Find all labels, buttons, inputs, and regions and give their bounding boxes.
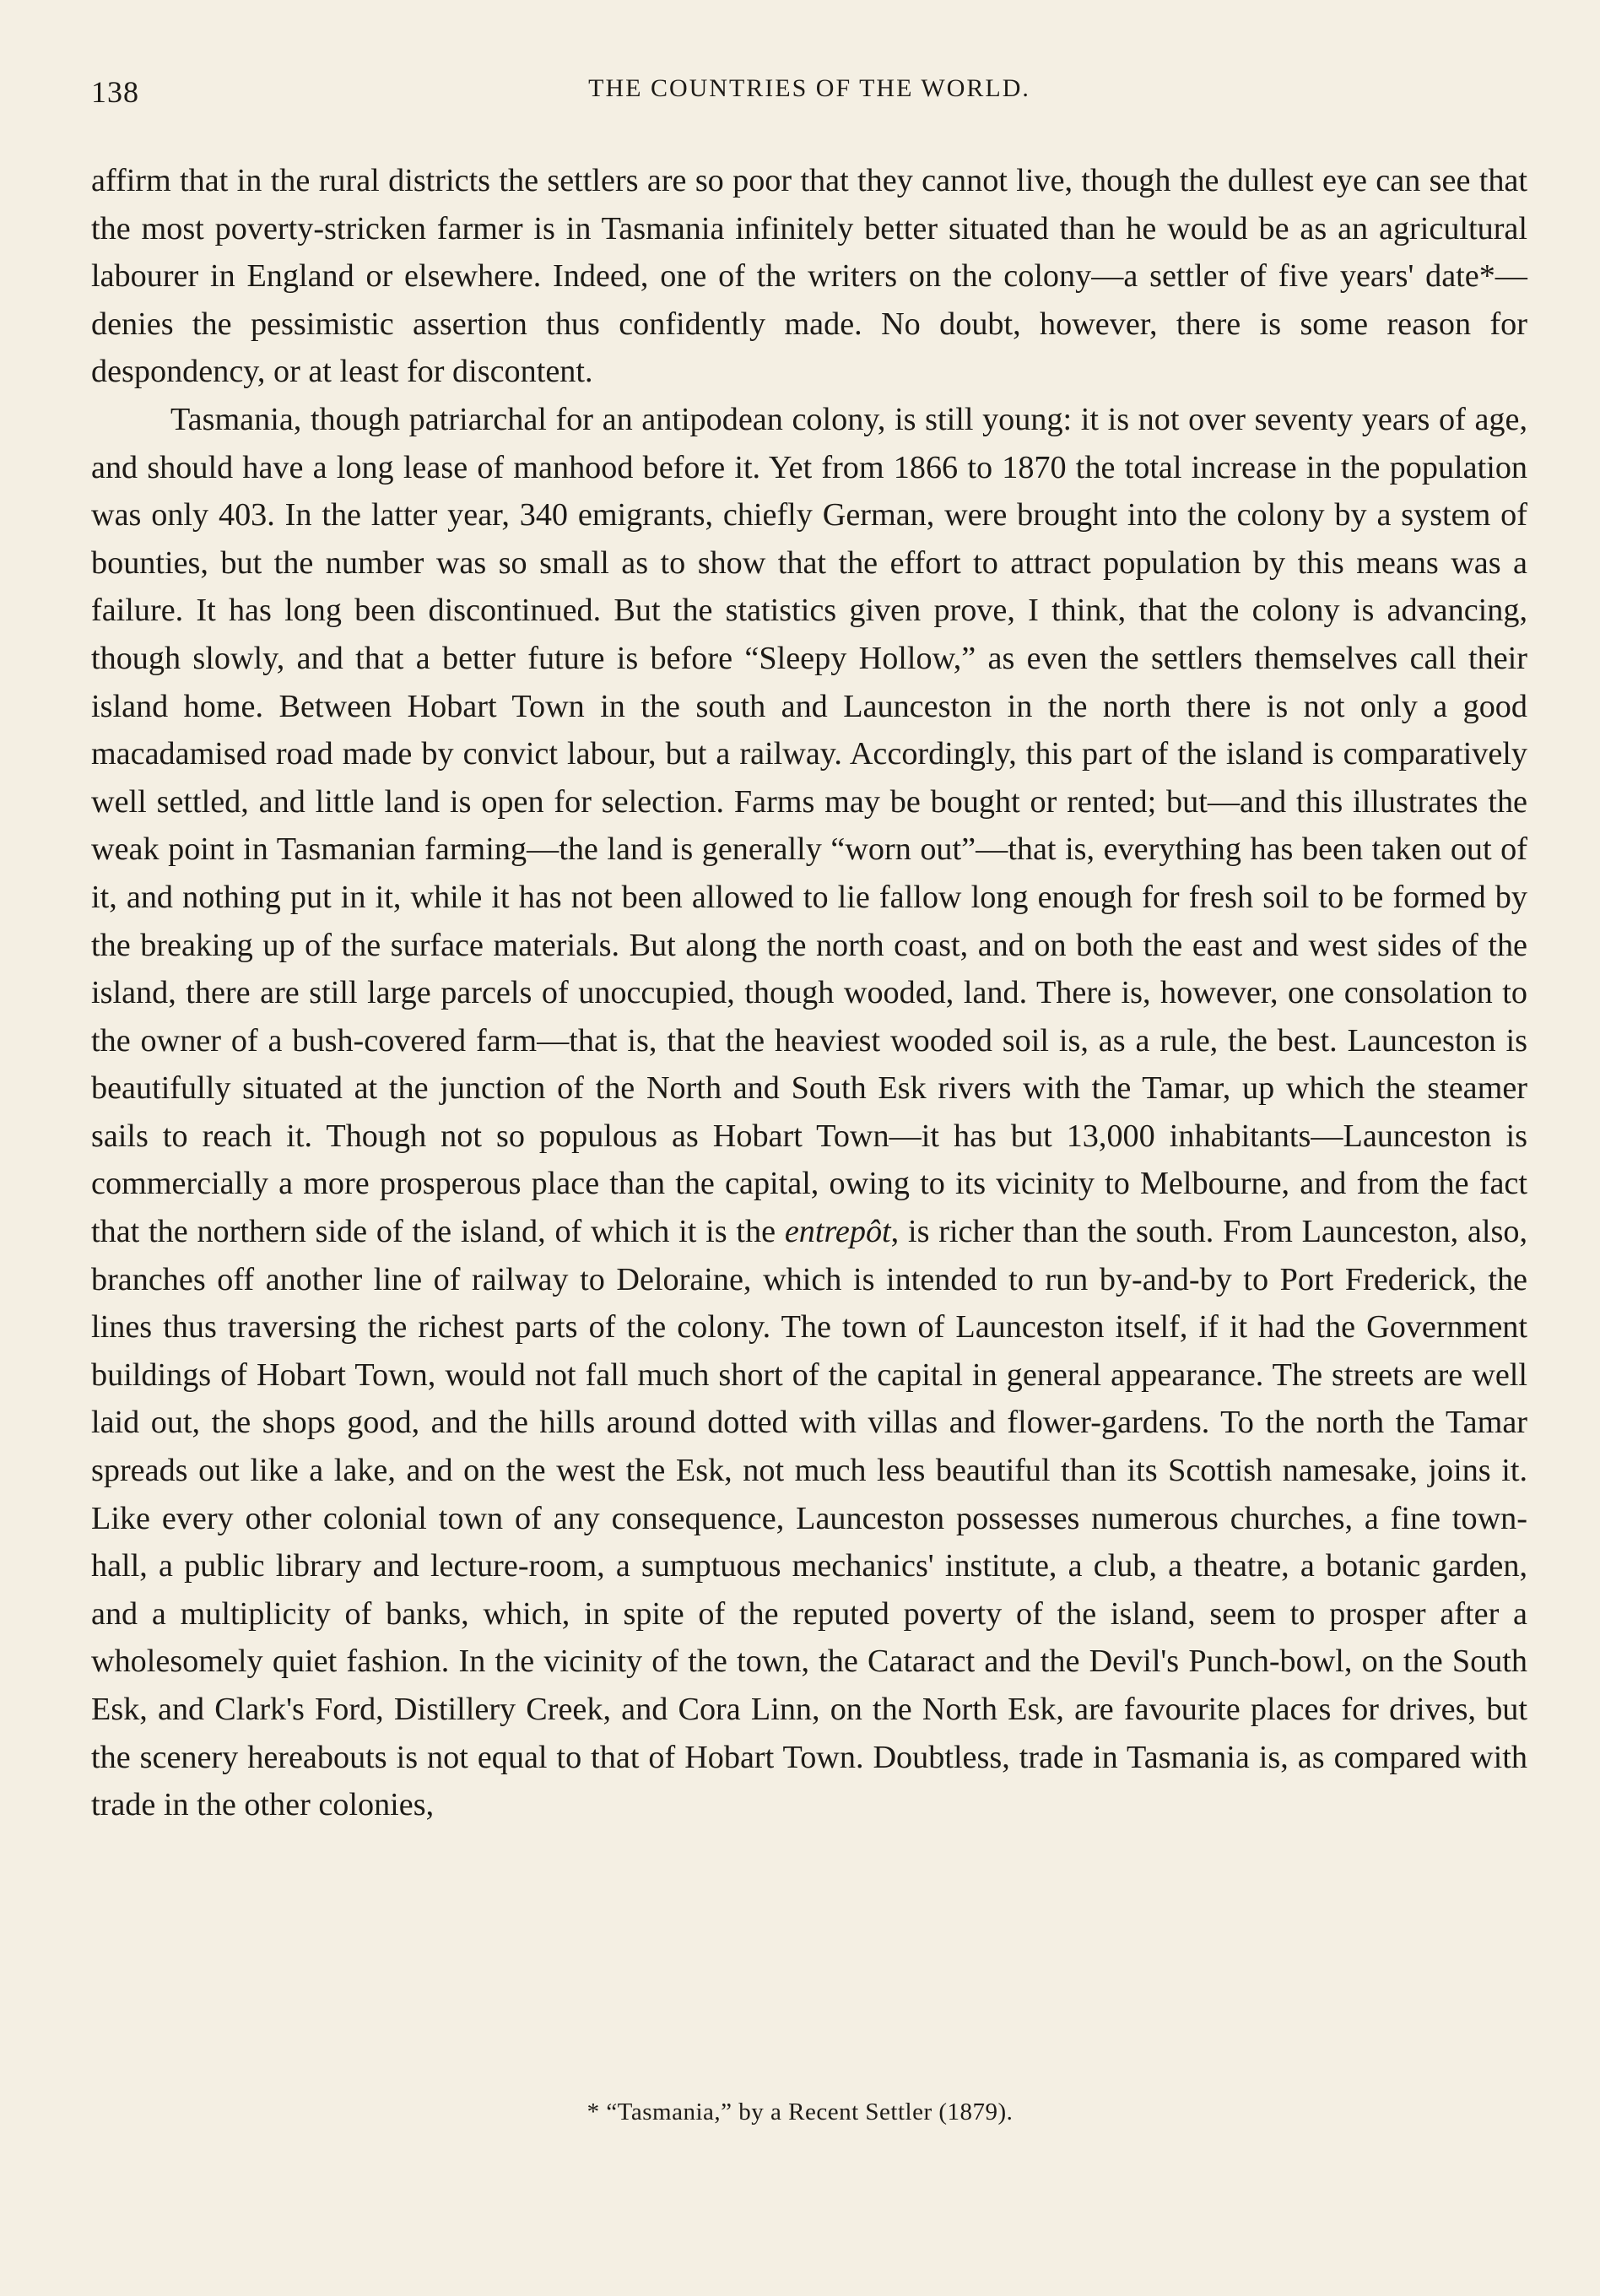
paragraph-continued: affirm that in the rural districts the settlers are so poor that they cannot live, though the dullest eye can see that the most poverty-stricken farmer is in Tasmania infinitely better situated than he would be as an agricultural labourer in England or elsewhere. Indeed, one of the writers on the colony—a settler of five years' date*—denies the pessimistic assertion thus confidently made. No doubt, however, there is some reason for despondency, or at least for discontent.: [91, 163, 1527, 390]
italic-term: entrepôt: [784, 1214, 891, 1250]
running-title: THE COUNTRIES OF THE WORLD.: [588, 74, 1030, 102]
body-text: [91, 157, 1527, 1829]
page-number: 138: [91, 75, 139, 109]
paragraph-text: , is richer than the south. From Launceston, also, branches off another line of railway to Deloraine, which is intended to run by-and-by to Port Frederick, the lines thus traversing the richest parts of the colony. The town of Launceston itself, if it had the Government buildings of Hobart Town, would not fall much short of the capital in general appearance. The streets are well laid out, the shops good, and the hills around dotted with villas and flower-gardens. To the north the Tamar spreads out like a lake, and on the west the Esk, not much less beautiful than its Scottish namesake, joins it. Like every other colonial town of any consequence, Launceston possesses numerous churches, a fine town-hall, a public library and lecture-room, a sumptuous mechanics' institute, a club, a theatre, a botanic garden, and a multiplicity of banks, which, in spite of the reputed poverty of the island, seem to prosper after a wholesomely quiet fashion. In the vicinity of the town, the Cataract and the Devil's Punch-bowl, on the South Esk, and Clark's Ford, Distillery Creek, and Cora Linn, on the North Esk, are favourite places for drives, but the scenery hereabouts is not equal to that of Hobart Town. Doubtless, trade in Tasmania is, as compared with trade in the other colonies,: [91, 1214, 1527, 1823]
paragraph-tasmania: [91, 396, 1527, 1829]
footnote: * “Tasmania,” by a Recent Settler (1879).: [586, 2098, 1014, 2125]
paragraph-text: Tasmania, though patriarchal for an antipodean colony, is still young: it is not over seventy years of age, and should have a long lease of manhood before it. Yet from 1866 to 1870 the total increase in the population was only 403. In the latter year, 340 emigrants, chiefly German, were brought into the colony by a system of bounties, but the number was so small as to show that the effort to attract population by this means was a failure. It has long been discontinued. But the statistics given prove, I think, that the colony is advancing, though slowly, and that a better future is before “Sleepy Hollow,” as even the settlers themselves call their island home. Between Hobart Town in the south and Launceston in the north there is not only a good macadamised road made by convict labour, but a railway. Accordingly, this part of the island is comparatively well settled, and little land is open for selection. Farms may be bought or rented; but—and this illustrates the weak point in Tasmanian farming—the land is generally “worn out”—that is, everything has been taken out of it, and nothing put in it, while it has not been allowed to lie fallow long enough for fresh soil to be formed by the breaking up of the surface materials. But along the north coast, and on both the east and west sides of the island, there are still large parcels of unoccupied, though wooded, land. There is, however, one consolation to the owner of a bush-covered farm—that is, that the heaviest wooded soil is, as a rule, the best. Launceston is beautifully situated at the junction of the North and South Esk rivers with the Tamar, up which the steamer sails to reach it. Though not so populous as Hobart Town—it has but 13,000 inhabitants—Launceston is commercially a more prosperous place than the capital, owing to its vicinity to Melbourne, and from the fact that the northern side of the island, of which it is the: [91, 401, 1527, 1250]
running-head: [91, 74, 1527, 116]
